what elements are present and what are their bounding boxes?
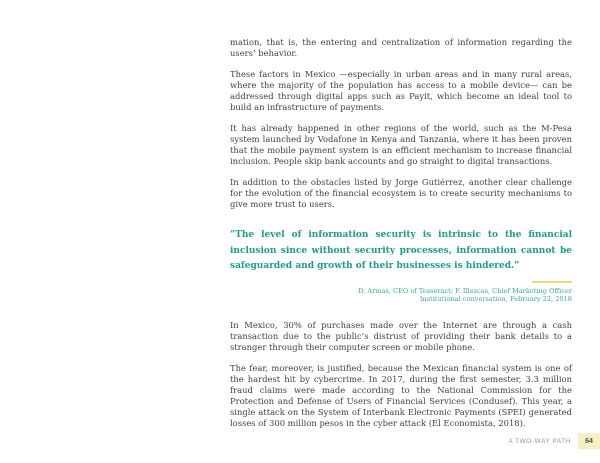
body-paragraph: It has already happened in other regions of the world, such as the M-Pesa system launched by Vodafone in Kenya and Tanzania, where it has been proven that the mobile payment system is an efficient mechanism to increase financial inclusion. People skip bank accounts and go straight to digital transactions. xyxy=(230,123,572,166)
body-paragraph: In addition to the obstacles listed by Jorge Gutiérrez, another clear challenge for the evolution of the financial ecosystem is to create security mechanisms to give more trust to users. xyxy=(230,177,572,209)
body-paragraph: The fear, moreover, is justified, because the Mexican financial system is one of the hardest hit by cybercrime. In 2017, during the first semester, 3.3 million fraud claims were made according to the National Commission for the Protection and Defense of Users of Financial Services (Condusef). This year, a single attack on the System of Interbank Electronic Payments (SPEI) generated losses of 300 million pesos in the cyber attack (El Economista, 2018). xyxy=(230,362,572,428)
attribution-source-line: Institutional conversation, February 22, 2018 xyxy=(419,295,572,303)
body-paragraph: mation, that is, the entering and centralization of information regarding the users’ behavior. xyxy=(230,37,572,58)
quote-attribution xyxy=(230,287,572,304)
body-paragraph: These factors in Mexico —especially in urban areas and in many rural areas, where the majority of the population has access to a mobile device— can be addressed through digital apps such as Payit, which become an ideal tool to build an infrastructure of payments. xyxy=(230,69,572,112)
quote-divider-rule xyxy=(532,281,572,283)
footer-section-label: A TWO-WAY PATH xyxy=(508,437,571,445)
attribution-author-line: D. Armas, CEO of Tesseract; F. Illescas, Chief Marketing Officer xyxy=(358,286,572,295)
page-number-badge: 64 xyxy=(578,433,600,449)
body-paragraph: In Mexico, 30% of purchases made over the Internet are through a cash transaction due to the public’s distrust of providing their bank details to a stranger through their computer screen or mobile phone. xyxy=(230,319,572,352)
pull-quote: “The level of information security is intrinsic to the financial inclusion since without security processes, information cannot be safeguarded and growth of their businesses is hindered.” xyxy=(230,230,572,271)
text-column xyxy=(230,37,572,439)
page-footer xyxy=(508,433,600,449)
